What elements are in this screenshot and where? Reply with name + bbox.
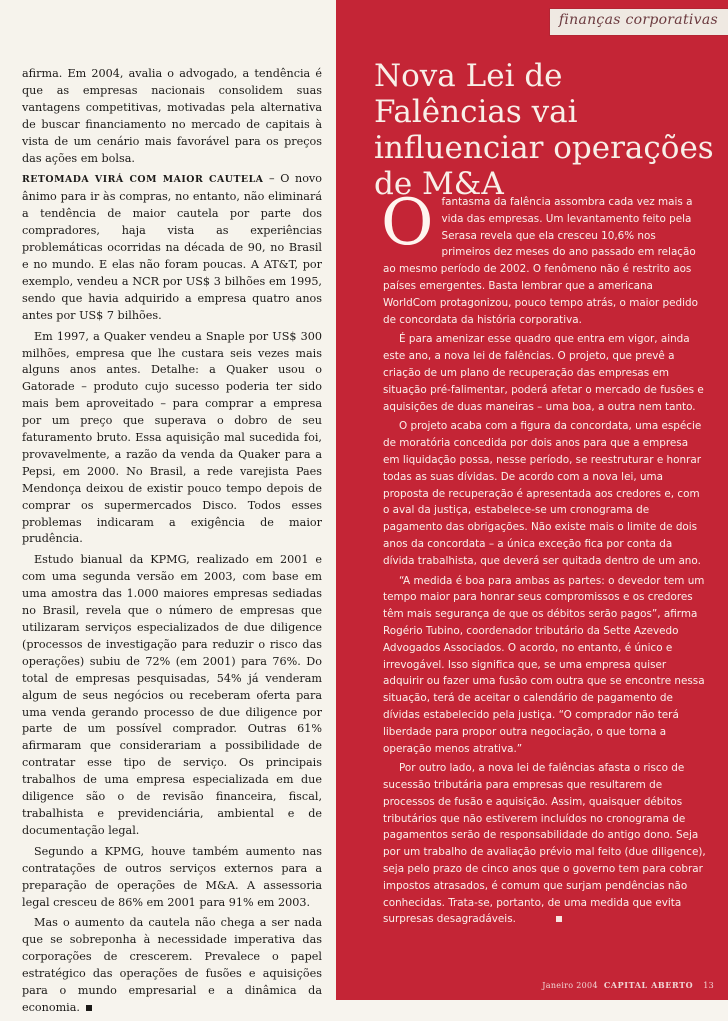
article-headline: Nova Lei de Falências vai influenciar operações de M&A — [374, 58, 714, 202]
sidebar-article-text — [381, 186, 707, 931]
right-paragraph-1 — [381, 186, 707, 328]
left-paragraph-6 — [22, 915, 322, 1016]
left-paragraph-5: Segundo a KPMG, houve também aumento nas contratações de outros serviços externos para a preparação de operações de M&A. A assessoria legal cresceu de 86% em 2001 para 91% em 2003. — [22, 844, 322, 909]
right-paragraph-5-text: Por outro lado, a nova lei de falências afasta o risco de sucessão tributária para empresas que resultarem de processos de fusão e aquisição. Assim, quaisquer débitos tributários que não estiverem incluídos no cronograma de pagamentos serão de responsabilidade do antigo dono. Seja por um trabalho de avaliação prévio mal feito (due diligence), seja pelo prazo de cinco anos que o governo tem para cobrar impostos atrasados, é comum que surjam pendências não conhecidas. Trata-se, portanto, de uma medida que evita surpresas desagradáveis. — [383, 762, 706, 926]
left-paragraph-2 — [22, 171, 322, 324]
right-paragraph-3: O projeto acaba com a figura da concordata, uma espécie de moratória concedida por dois anos para que a empresa em liquidação possa, nesse período, se reestruturar e honrar todas as suas dívidas. De acordo com a nova lei, uma proposta de recuperação é apresentada aos credores e, com o aval da justiça, estabelece-se um cronograma de pagamento das obrigações. Não existe mais o limite de dois anos da concordata – a única exceção fica por conta da dívida trabalhista, que deverá ser quitada dentro de um ano. — [383, 420, 702, 567]
right-paragraph-1-text: fantasma da falência assombra cada vez mais a vida das empresas. Um levantamento feito pela Serasa revela que ela cresceu 10,6% nos primeiros dez meses do ano passado em relação ao mesmo período de 2002. O fenômeno não é restrito aos países emergentes. Basta lembrar que a americana WorldCom protagonizou, pouco tempo atrás, o maior pedido de concordata da história corporativa. — [383, 196, 698, 326]
right-paragraph-2: É para amenizar esse quadro que entra em vigor, ainda este ano, a nova lei de falências. O projeto, que prevê a criação de um plano de recuperação das empresas em situação pré-falimentar, poderá afetar o mercado de fusões e aquisições de duas maneiras – uma boa, a outra nem tanto. — [383, 333, 704, 413]
left-article-text — [22, 66, 322, 1021]
drop-cap: O — [381, 186, 434, 260]
left-paragraph-2-body: – O novo ânimo para ir às compras, no entanto, não eliminará a tendência de maior cautela por parte dos compradores, haja vista as experiências problemáticas ocorridas na década de 90, no Brasil e no mundo. E elas não foram poucas. A AT&T, por exemplo, vendeu a NCR por US$ 3 bilhões em 1995, sendo que havia adquirido a empresa quatro anos antes por US$ 7 bilhões. — [22, 172, 322, 322]
left-page-column-area — [0, 0, 336, 1014]
left-paragraph-6-text: Mas o aumento da cautela não chega a ser nada que se sobreponha à necessidade imperativa das corporações de crescerem. Prevalece o papel estratégico das operações de fusões e aquisições para o mundo empresarial e a dinâmica da economia. — [22, 916, 322, 1014]
left-paragraph-3: Em 1997, a Quaker vendeu a Snaple por US$ 300 milhões, empresa que lhe custara seis vezes mais alguns anos antes. Detalhe: a Quaker usou o Gatorade – produto cujo sucesso poderia ter sido mais bem aproveitado – para comprar a empresa por um preço que superava o dobro de seu faturamento bruto. Essa aquisição mal sucedida foi, provavelmente, a razão da venda da Quaker para a Pepsi, em 2000. No Brasil, a rede varejista Paes Mendonça deixou de existir pouco tempo depois de comprar os supermercados Disco. Todos esses problemas indicaram a exigência de maior prudência. — [22, 329, 322, 546]
left-paragraph-1: afirma. Em 2004, avalia o advogado, a tendência é que as empresas nacionais consolidem suas vantagens competitivas, motivadas pela alternativa de buscar financiamento no mercado de capitais à vista de um cenário mais favorável para os preços das ações em bolsa. — [22, 67, 322, 165]
sidebar-article-panel — [336, 0, 728, 1000]
page-footer — [542, 980, 714, 990]
right-paragraph-5 — [383, 760, 707, 928]
subhead-lead-in: RETOMADA VIRÁ COM MAIOR CAUTELA — [22, 174, 264, 186]
footer-date: Janeiro 2004 — [542, 981, 598, 990]
right-paragraph-4: “A medida é boa para ambas as partes: o devedor tem um tempo maior para honrar seus compromissos e os credores têm mais segurança de que os débitos serão pagos”, afirma Rogério Tubino, coordenador tributário da Sette Azevedo Advogados Associados. O acordo, no entanto, é único e irrevogável. Isso significa que, se uma empresa quiser adquirir ou fazer uma fusão com outra que se encontre nessa situação, terá de aceitar o calendário de pagamento de dívidas estabelecido pela justiça. “O comprador não terá liberdade para propor outra negociação, o que torna a operação menos atrativa.” — [383, 574, 705, 755]
page-number: 13 — [703, 981, 714, 990]
footer-brand: CAPITAL ABERTO — [603, 980, 694, 990]
section-header — [336, 8, 728, 36]
section-label: finanças corporativas — [558, 12, 718, 28]
left-paragraph-4: Estudo bianual da KPMG, realizado em 2001 e com uma segunda versão em 2003, com base em uma amostra das 1.000 maiores empresas sediadas no Brasil, revela que o número de empresas que utilizaram serviços especializados de due diligence (processos de investigação para reduzir o risco das operações) subiu de 72% (em 2001) para 76%. Do total de empresas pesquisadas, 54% já venderam algum de seus negócios ou receberam oferta para uma venda gerando processo de due diligence por parte de um possível comprador. Outras 61% afirmaram que considerariam a possibilidade de contratar esse tipo de serviço. Os principais trabalhos de uma empresa especializada em due diligence são o de revisão financeira, fiscal, trabalhista e previdenciária, ambiental e de documentação legal. — [22, 553, 322, 837]
end-mark-icon — [556, 916, 562, 922]
end-mark-icon — [86, 1005, 92, 1011]
